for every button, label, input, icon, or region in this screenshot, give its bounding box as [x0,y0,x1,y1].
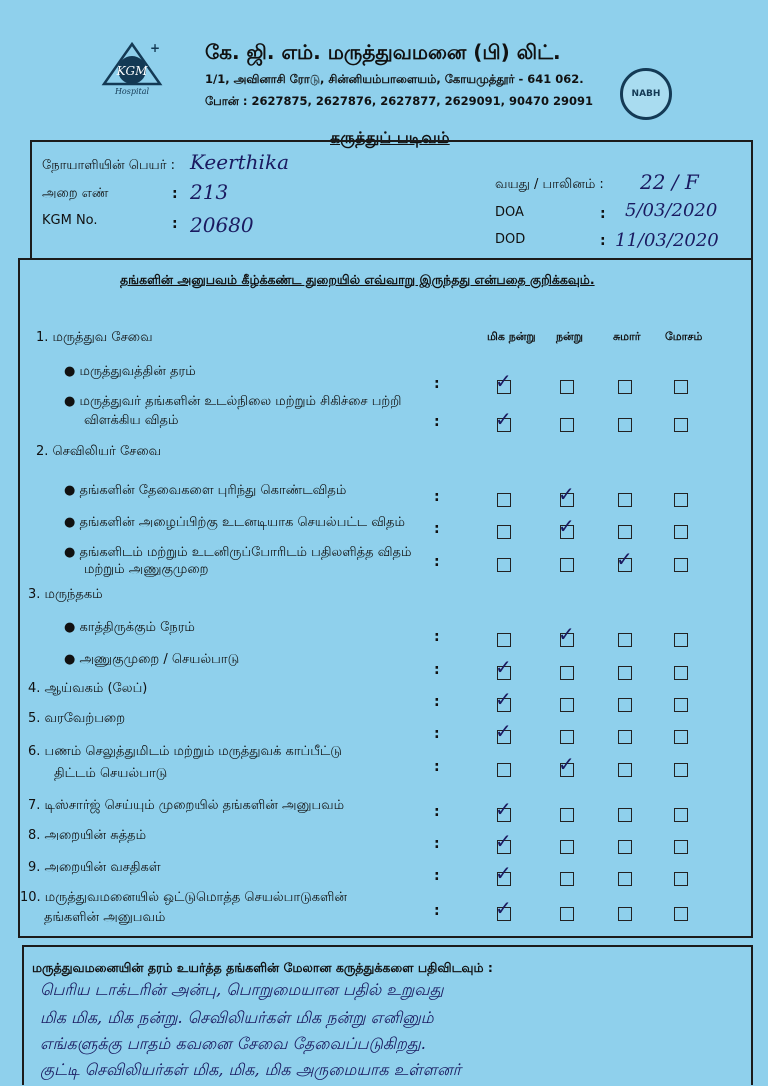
row-colon: : [434,414,440,430]
form-title: கருத்துப் படிவம் [330,128,450,147]
rating-checkbox-s2a-0[interactable] [497,493,511,507]
check-mark-icon: ✓ [495,896,512,920]
row-colon: : [434,521,440,537]
row-label-billing: 6. பணம் செலுத்துமிடம் மற்றும் மருத்துவக் காப்பீட்டு [28,744,342,759]
rating-checkbox-s2c-1[interactable] [560,558,574,572]
doa-label: DOA [495,205,524,220]
rating-checkbox-s10-2[interactable] [618,907,632,921]
rating-checkbox-s6-0[interactable] [497,763,511,777]
hospital-address: 1/1, அவினாசி ரோடு, சின்னியம்பாளையம், கோயமுத்தூர் - 641 062. [205,72,584,86]
hospital-logo [100,40,164,96]
row-label-overall: 10. மருத்துவமனையில் ஒட்டுமொத்த செயல்பாடுகளின் [20,890,348,905]
comment-line-1[interactable]: பெரிய டாக்டரின் அன்பு, பொறுமையான பதில் உறுவது [40,980,444,999]
rating-checkbox-s10-1[interactable] [560,907,574,921]
rating-checkbox-s2a-3[interactable] [674,493,688,507]
rating-checkbox-s4-2[interactable] [618,698,632,712]
rating-checkbox-s6-3[interactable] [674,763,688,777]
row-label-call-response: ● தங்களின் அழைப்பிற்கு உடனடியாக செயல்பட்ட விதம் [64,515,405,530]
check-mark-icon: ✓ [495,407,512,431]
rating-checkbox-s8-2[interactable] [618,840,632,854]
logo-subtitle: Hospital [114,87,150,96]
rating-checkbox-s5-3[interactable] [674,730,688,744]
row-label-nurse-attitude: ● தங்களிடம் மற்றும் உடனிருப்போரிடம் பதிலளித்த விதம் [64,545,412,560]
rating-checkbox-s1a-1[interactable] [560,380,574,394]
patient-name-label: நோயாளியின் பெயர் : [42,158,175,173]
room-field[interactable]: 213 [190,180,229,204]
row-colon: : [434,804,440,820]
svg-text:+: + [150,41,161,55]
rating-checkbox-s1a-3[interactable] [674,380,688,394]
row-colon: : [434,554,440,570]
rating-checkbox-s9-2[interactable] [618,872,632,886]
check-mark-icon: ✓ [495,861,512,885]
patient-name-field[interactable]: Keerthika [190,150,289,174]
rating-checkbox-s4-1[interactable] [560,698,574,712]
row-colon: : [434,759,440,775]
row-colon: : [434,868,440,884]
rating-checkbox-s7-3[interactable] [674,808,688,822]
rating-checkbox-s3a-3[interactable] [674,633,688,647]
rating-checkbox-s5-1[interactable] [560,730,574,744]
rating-checkbox-s7-1[interactable] [560,808,574,822]
seal-text: NABH [631,89,661,99]
check-mark-icon: ✓ [495,797,512,821]
row-label-room-facilities: 9. அறையின் வசதிகள் [28,860,161,875]
section-nursing: 2. செவிலியர் சேவை [36,444,162,459]
row-label-reception: 5. வரவேற்பறை [28,711,126,726]
rating-checkbox-s7-2[interactable] [618,808,632,822]
kgm-label: KGM No. [42,213,98,228]
instruction-text: தங்களின் அனுபவம் கீழ்க்கண்ட துறையில் எவ்வாறு இருந்தது என்பதை குறிக்கவும். [120,272,595,287]
comment-line-3[interactable]: எங்களுக்கு பாதம் கவனை சேவை தேவைப்படுகிறது. [40,1034,426,1053]
rating-checkbox-s2c-3[interactable] [674,558,688,572]
rating-checkbox-s2a-2[interactable] [618,493,632,507]
rating-checkbox-s1b-1[interactable] [560,418,574,432]
rating-checkbox-s4-3[interactable] [674,698,688,712]
check-mark-icon: ✓ [495,687,512,711]
rating-checkbox-s8-1[interactable] [560,840,574,854]
row-label-discharge: 7. டிஸ்சார்ஜ் செய்யும் முறையில் தங்களின் அனுபவம் [28,798,345,813]
rating-checkbox-s5-2[interactable] [618,730,632,744]
rating-checkbox-s2b-2[interactable] [618,525,632,539]
check-mark-icon: ✓ [616,547,633,571]
row-label-pharmacy-approach: ● அணுகுமுறை / செயல்பாடு [64,652,240,667]
row-label-needs-understood: ● தங்களின் தேவைகளை புரிந்து கொண்டவிதம் [64,483,347,498]
row-colon: : [434,662,440,678]
age-gender-field[interactable]: 22 / F [640,170,699,194]
row-label-doctor-explanation-2: விளக்கிய விதம் [84,413,179,428]
row-label-nurse-attitude-2: மற்றும் அணுகுமுறை [84,562,209,577]
hospital-phone: போன் : 2627875, 2627876, 2627877, 2629091, 90470 29091 [205,94,594,108]
row-colon: : [434,376,440,392]
check-mark-icon: ✓ [495,719,512,743]
rating-checkbox-s2b-0[interactable] [497,525,511,539]
nabh-seal [620,68,672,120]
check-mark-icon: ✓ [558,752,575,776]
rating-checkbox-s10-3[interactable] [674,907,688,921]
check-mark-icon: ✓ [495,829,512,853]
row-colon: : [434,836,440,852]
comment-line-4[interactable]: குட்டி செவிலியர்கள் மிக, மிக, மிக அருமையாக உள்ளனர் [40,1060,461,1079]
rating-checkbox-s9-3[interactable] [674,872,688,886]
row-label-waiting-time: ● காத்திருக்கும் நேரம் [64,620,195,635]
row-label-treatment-quality: ● மருத்துவத்தின் தரம் [64,364,196,379]
rating-checkbox-s9-1[interactable] [560,872,574,886]
rating-checkbox-s3b-3[interactable] [674,666,688,680]
row-label-lab: 4. ஆய்வகம் (லேப்) [28,681,148,696]
section-pharmacy: 3. மருந்தகம் [28,587,103,602]
comment-line-2[interactable]: மிக மிக, மிக நன்று. செவிலியர்கள் மிக நன்று எனினும் [40,1008,434,1027]
section-medical-care: 1. மருத்துவ சேவை [36,330,153,345]
check-mark-icon: ✓ [495,655,512,679]
check-mark-icon: ✓ [558,482,575,506]
rating-checkbox-s3a-2[interactable] [618,633,632,647]
comments-label: மருத்துவமனையின் தரம் உயர்த்த தங்களின் மேலான கருத்துக்களை பதிவிடவும் : [32,960,493,975]
rating-checkbox-s2b-3[interactable] [674,525,688,539]
rating-checkbox-s1b-2[interactable] [618,418,632,432]
row-label-doctor-explanation: ● மருத்துவர் தங்களின் உடல்நிலை மற்றும் சிகிச்சை பற்றி [64,394,402,409]
check-mark-icon: ✓ [558,514,575,538]
hospital-name: கே. ஜி. எம். மருத்துவமனை (பி) லிட். [205,40,561,64]
doa-field[interactable]: 5/03/2020 [625,200,718,221]
row-label-room-cleanliness: 8. அறையின் சுத்தம் [28,828,147,843]
row-colon: : [434,726,440,742]
col-header-average: சுமார் [613,330,641,343]
row-label-overall-2: தங்களின் அனுபவம் [44,910,166,925]
rating-checkbox-s1a-2[interactable] [618,380,632,394]
age-gender-label: வயது / பாலினம் : [495,177,604,192]
check-mark-icon: ✓ [558,622,575,646]
rating-checkbox-s1b-3[interactable] [674,418,688,432]
rating-checkbox-s8-3[interactable] [674,840,688,854]
rating-checkbox-s2c-0[interactable] [497,558,511,572]
rating-checkbox-s3b-2[interactable] [618,666,632,680]
logo-letters: KGM [116,64,148,78]
rating-checkbox-s3a-0[interactable] [497,633,511,647]
rating-checkbox-s6-2[interactable] [618,763,632,777]
col-header-poor: மோசம் [665,330,703,343]
row-label-billing-2: திட்டம் செயல்பாடு [54,766,168,781]
row-colon: : [434,694,440,710]
row-colon: : [434,629,440,645]
row-colon: : [434,903,440,919]
dod-field[interactable]: 11/03/2020 [615,230,719,251]
kgm-number-field[interactable]: 20680 [190,213,254,237]
check-mark-icon: ✓ [495,369,512,393]
rating-checkbox-s3b-1[interactable] [560,666,574,680]
col-header-good: நன்று [556,330,583,343]
col-header-excellent: மிக நன்று [487,330,536,343]
row-colon: : [434,489,440,505]
dod-label: DOD [495,232,526,247]
room-label: அறை எண் [42,186,109,201]
